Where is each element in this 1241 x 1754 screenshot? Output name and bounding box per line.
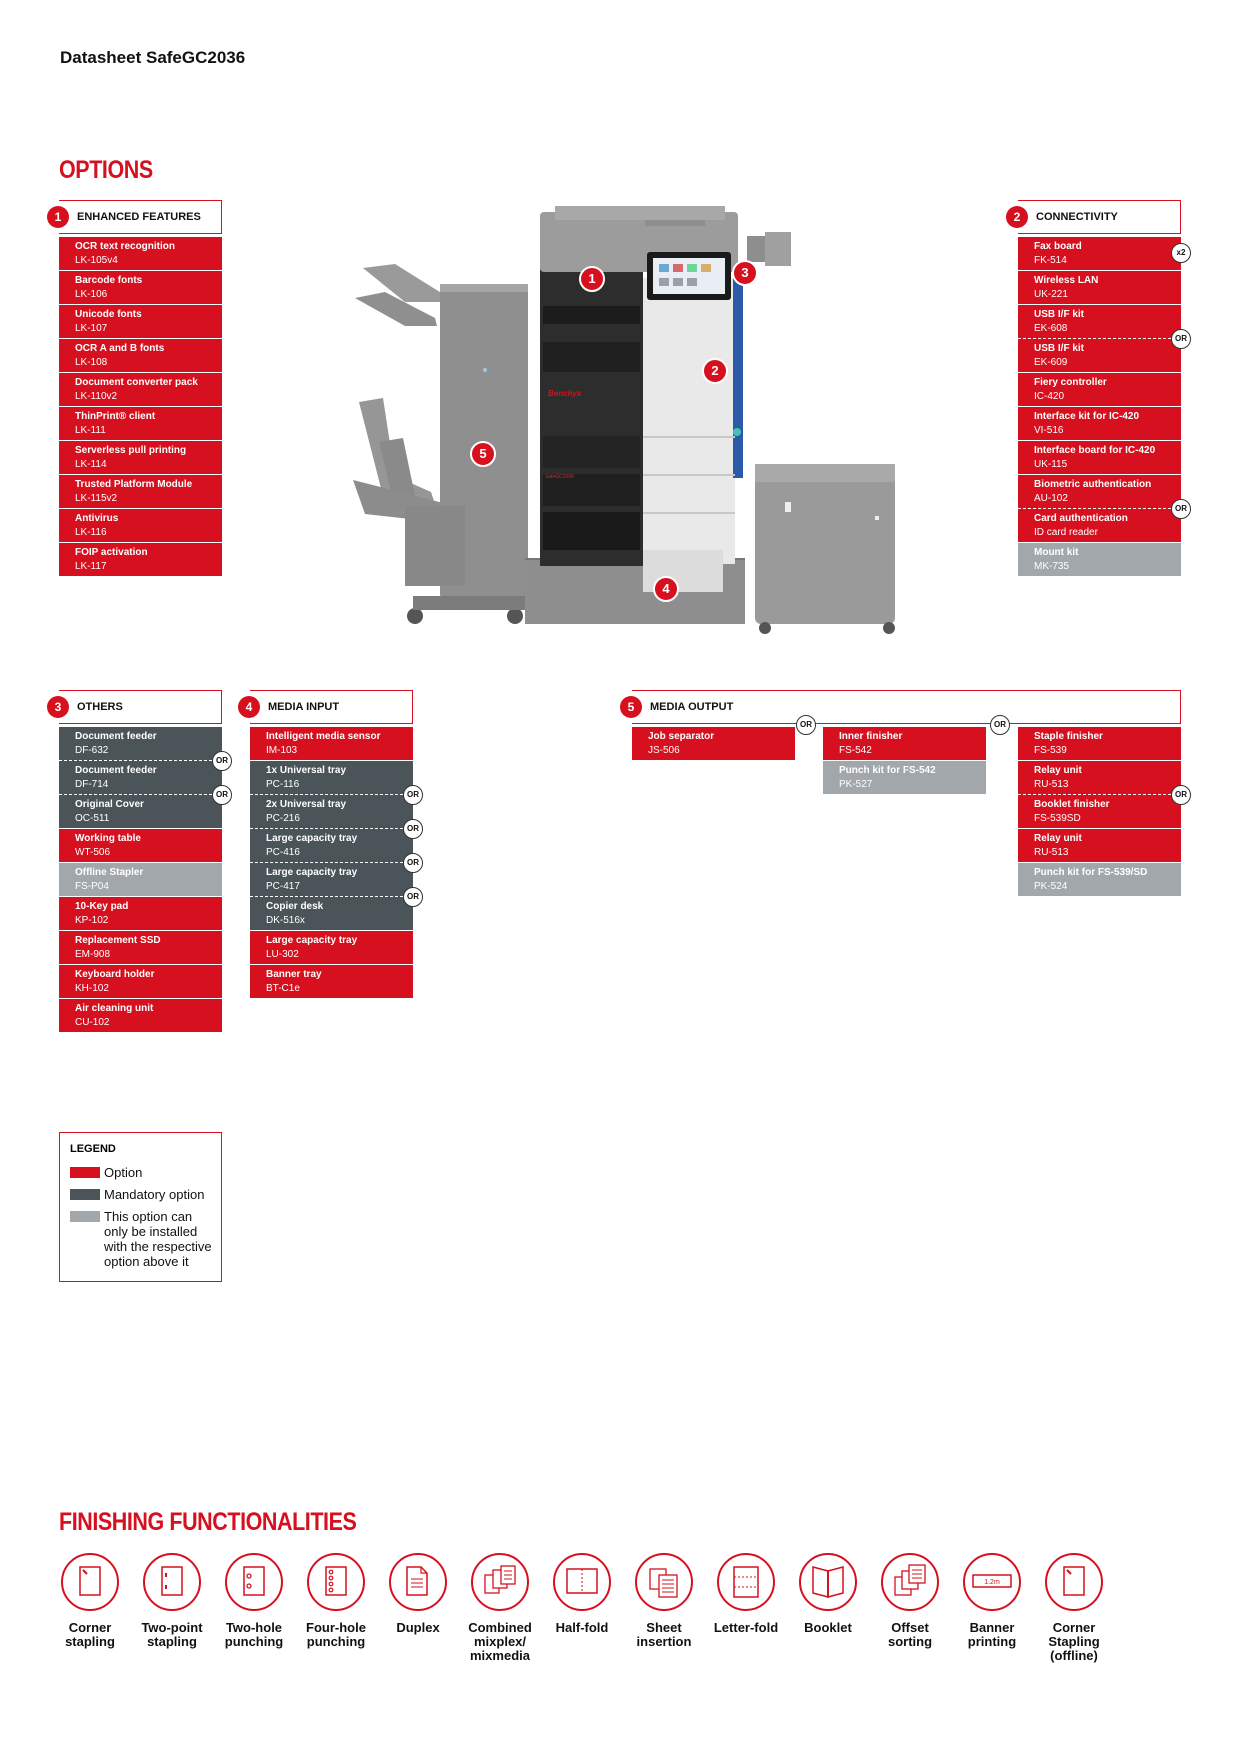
enhanced-features-list — [59, 237, 222, 581]
legend-title: LEGEND — [70, 1143, 116, 1155]
media-output-list — [632, 720, 1187, 899]
finishing-corner-stapling-offline: Corner Stapling (offline) — [1038, 1553, 1110, 1663]
option-intelligent-media-sensor: Intelligent media sensor IM-103 — [250, 727, 413, 760]
enhanced-features-header — [54, 200, 222, 234]
option-wireless-lan: Wireless LAN UK-221 — [1018, 271, 1181, 304]
finishing-letter-fold: Letter-fold — [710, 1553, 782, 1635]
option-interface-kit-ic420: Interface kit for IC-420 VI-516 — [1018, 407, 1181, 440]
legend-swatch — [70, 1189, 100, 1200]
callout-3: 3 — [732, 260, 758, 286]
legend — [59, 1132, 222, 1282]
or-badge: OR — [403, 819, 423, 839]
others-list — [59, 727, 228, 1037]
printer-brand-label: Benchyx — [548, 389, 582, 398]
callout-4: 4 — [653, 576, 679, 602]
option-mount-kit: Mount kit MK-735 — [1018, 543, 1181, 576]
connectivity-list — [1018, 237, 1187, 581]
option-card-authentication: Card authentication ID card reader — [1018, 509, 1181, 542]
corner-stapling-offline-icon — [1045, 1553, 1103, 1611]
callout-1: 1 — [579, 266, 605, 292]
or-badge: OR — [1171, 785, 1191, 805]
finishing-four-hole-punching: Four-hole punching — [300, 1553, 372, 1649]
corner-stapling-icon — [61, 1553, 119, 1611]
option-copier-desk: Copier desk DK-516x — [250, 897, 413, 930]
banner-length-label: 1.2m — [984, 1579, 1000, 1586]
option-banner-tray: Banner tray BT-C1e — [250, 965, 413, 998]
sheet-insertion-icon — [635, 1553, 693, 1611]
or-badge: OR — [212, 751, 232, 771]
option-trusted-platform-module: Trusted Platform Module LK-115v2 — [59, 475, 222, 508]
or-badge: OR — [796, 715, 816, 735]
option-antivirus: Antivirus LK-116 — [59, 509, 222, 542]
offset-sorting-icon — [881, 1553, 939, 1611]
option-relay-unit-2: Relay unit RU-513 — [1018, 829, 1181, 862]
option-document-feeder-df714: Document feeder DF-714 — [59, 761, 222, 795]
document-title: Datasheet SafeGC2036 — [60, 48, 246, 67]
legend-item-option: Option — [70, 1165, 216, 1180]
option-working-table: Working table WT-506 — [59, 829, 222, 862]
combined-mixplex-icon — [471, 1553, 529, 1611]
option-thinprint-client: ThinPrint® client LK-111 — [59, 407, 222, 440]
group-title: MEDIA INPUT — [268, 701, 340, 713]
booklet-icon — [799, 1553, 857, 1611]
printer-illustration — [345, 206, 897, 636]
option-air-cleaning-unit: Air cleaning unit CU-102 — [59, 999, 222, 1032]
group-number-badge: 1 — [47, 206, 69, 228]
option-punch-kit-fs539: Punch kit for FS-539/SD PK-524 — [1018, 863, 1181, 896]
or-badge: OR — [990, 715, 1010, 735]
legend-swatch — [70, 1211, 100, 1222]
option-booklet-finisher: Booklet finisher FS-539SD — [1018, 795, 1181, 828]
group-number-badge: 3 — [47, 696, 69, 718]
option-fiery-controller: Fiery controller IC-420 — [1018, 373, 1181, 406]
or-badge: OR — [403, 853, 423, 873]
or-badge: OR — [1171, 499, 1191, 519]
option-foip-activation: FOIP activation LK-117 — [59, 543, 222, 576]
or-badge: OR — [403, 785, 423, 805]
finishing-banner-printing: 1.2m Banner printing — [956, 1553, 1028, 1649]
legend-swatch — [70, 1167, 100, 1178]
group-title: CONNECTIVITY — [1036, 211, 1118, 223]
callout-5: 5 — [470, 441, 496, 467]
group-number-badge: 2 — [1006, 206, 1028, 228]
media-output-header — [627, 690, 1181, 724]
option-replacement-ssd: Replacement SSD EM-908 — [59, 931, 222, 964]
option-serverless-pull-printing: Serverless pull printing LK-114 — [59, 441, 222, 474]
option-large-capacity-tray-lu302: Large capacity tray LU-302 — [250, 931, 413, 964]
or-badge: OR — [212, 785, 232, 805]
finishing-booklet: Booklet — [792, 1553, 864, 1635]
two-hole-punching-icon — [225, 1553, 283, 1611]
option-punch-kit-fs542: Punch kit for FS-542 PK-527 — [823, 761, 986, 794]
legend-item-conditional: This option can only be installed with the respective option above it — [70, 1209, 216, 1269]
group-title: ENHANCED FEATURES — [77, 211, 201, 223]
or-badge: OR — [1171, 329, 1191, 349]
finishing-duplex: Duplex — [382, 1553, 454, 1635]
option-biometric-authentication: Biometric authentication AU-102 — [1018, 475, 1181, 509]
option-large-capacity-tray-pc417: Large capacity tray PC-417 — [250, 863, 413, 897]
option-unicode-fonts: Unicode fonts LK-107 — [59, 305, 222, 338]
option-original-cover: Original Cover OC-511 — [59, 795, 222, 828]
group-title: OTHERS — [77, 701, 123, 713]
option-2x-universal-tray: 2x Universal tray PC-216 — [250, 795, 413, 829]
others-header — [54, 690, 222, 724]
option-relay-unit-1: Relay unit RU-513 — [1018, 761, 1181, 795]
option-fax-board: Fax board FK-514 — [1018, 237, 1181, 270]
legend-item-mandatory: Mandatory option — [70, 1187, 216, 1202]
media-input-list — [250, 727, 419, 1003]
finishing-sheet-insertion: Sheet insertion — [628, 1553, 700, 1649]
two-point-stapling-icon — [143, 1553, 201, 1611]
option-large-capacity-tray-pc416: Large capacity tray PC-416 — [250, 829, 413, 863]
option-keyboard-holder: Keyboard holder KH-102 — [59, 965, 222, 998]
group-number-badge: 5 — [620, 696, 642, 718]
finishing-two-point-stapling: Two-point stapling — [136, 1553, 208, 1649]
option-barcode-fonts: Barcode fonts LK-106 — [59, 271, 222, 304]
x2-badge: x2 — [1171, 243, 1191, 263]
finishing-two-hole-punching: Two-hole punching — [218, 1553, 290, 1649]
finishing-combined-mixplex: Combined mixplex/ mixmedia — [464, 1553, 536, 1663]
option-document-feeder-df632: Document feeder DF-632 — [59, 727, 222, 761]
option-usb-if-kit-ek608: USB I/F kit EK-608 — [1018, 305, 1181, 339]
option-offline-stapler: Offline Stapler FS-P04 — [59, 863, 222, 896]
letter-fold-icon — [717, 1553, 775, 1611]
printer-model-label: SafeGC2036 — [545, 474, 574, 480]
option-10-key-pad: 10-Key pad KP-102 — [59, 897, 222, 930]
connectivity-header — [1013, 200, 1181, 234]
option-job-separator: Job separator JS-506 — [632, 727, 795, 760]
callout-2: 2 — [702, 358, 728, 384]
option-inner-finisher: Inner finisher FS-542 — [823, 727, 986, 760]
group-number-badge: 4 — [238, 696, 260, 718]
four-hole-punching-icon — [307, 1553, 365, 1611]
finishing-corner-stapling: Corner stapling — [54, 1553, 126, 1649]
banner-printing-icon — [963, 1553, 1021, 1611]
option-interface-board-ic420: Interface board for IC-420 UK-115 — [1018, 441, 1181, 474]
finishing-half-fold: Half-fold — [546, 1553, 618, 1635]
or-badge: OR — [403, 887, 423, 907]
half-fold-icon — [553, 1553, 611, 1611]
option-1x-universal-tray: 1x Universal tray PC-116 — [250, 761, 413, 795]
option-ocr-text-recognition: OCR text recognition LK-105v4 — [59, 237, 222, 270]
finishing-heading: FINISHING FUNCTIONALITIES — [59, 1508, 357, 1536]
group-title: MEDIA OUTPUT — [650, 701, 734, 713]
option-staple-finisher: Staple finisher FS-539 — [1018, 727, 1181, 760]
option-usb-if-kit-ek609: USB I/F kit EK-609 — [1018, 339, 1181, 372]
duplex-icon — [389, 1553, 447, 1611]
option-ocr-a-b-fonts: OCR A and B fonts LK-108 — [59, 339, 222, 372]
finishing-offset-sorting: Offset sorting — [874, 1553, 946, 1649]
options-heading: OPTIONS — [59, 156, 153, 184]
media-input-header — [245, 690, 413, 724]
option-document-converter-pack: Document converter pack LK-110v2 — [59, 373, 222, 406]
